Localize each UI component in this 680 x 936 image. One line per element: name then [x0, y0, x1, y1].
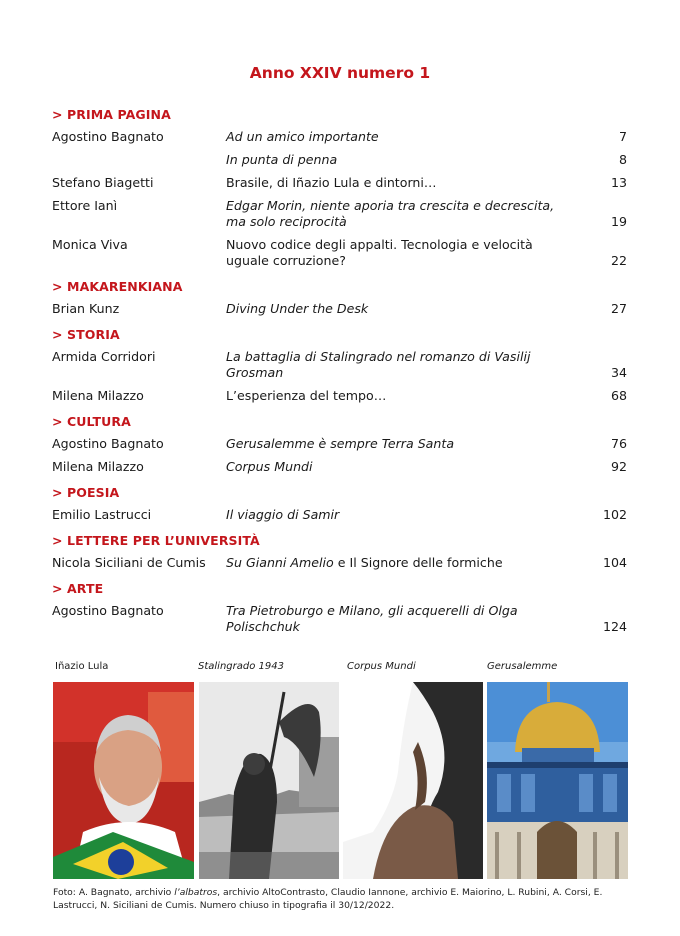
- entry-author: Milena Milazzo: [52, 459, 144, 474]
- entry-title: [226, 603, 583, 635]
- entry-title: [226, 436, 583, 452]
- toc-entry: [52, 129, 627, 145]
- toc-entry: [52, 301, 627, 317]
- entry-title: [226, 198, 583, 230]
- entry-author: Nicola Siciliani de Cumis: [52, 555, 206, 570]
- entry-page-number: 104: [602, 555, 627, 570]
- entry-title: [226, 349, 583, 381]
- entry-title-part: Edgar Morin, niente aporia tra crescita e decrescita, ma solo reciprocità: [226, 198, 555, 229]
- caption-lula: Iñazio Lula: [55, 661, 109, 672]
- entry-title-part: Il viaggio di Samir: [226, 507, 340, 522]
- entry-title: [226, 301, 583, 317]
- table-of-contents: [52, 104, 627, 635]
- issue-title: Anno XXIV numero 1: [249, 64, 431, 82]
- photo-credits: [53, 887, 633, 912]
- entry-page-number: 92: [610, 459, 627, 474]
- entry-author: Monica Viva: [52, 237, 128, 252]
- toc-entry: [52, 603, 627, 635]
- entry-title-part: Corpus Mundi: [226, 459, 313, 474]
- entry-author: Agostino Bagnato: [52, 603, 164, 618]
- entry-title: [226, 152, 583, 168]
- entry-title-part: L’esperienza del tempo…: [226, 388, 387, 403]
- entry-page-number: 34: [610, 365, 627, 380]
- toc-entry: [52, 349, 627, 381]
- entry-author: Emilio Lastrucci: [52, 507, 152, 522]
- nude-photo: [343, 682, 483, 879]
- section-heading: > POESIA: [52, 485, 120, 500]
- entry-title-part: Ad un amico importante: [226, 129, 379, 144]
- section-heading: > MAKARENKIANA: [52, 279, 183, 294]
- caption-corpus-mundi: Corpus Mundi: [347, 661, 416, 672]
- entry-page-number: 19: [610, 214, 627, 229]
- war-photo: [199, 682, 339, 879]
- entry-page-number: 22: [610, 253, 627, 268]
- entry-title-part: Tra Pietroburgo e Milano, gli acquerelli di Olga Polischchuk: [226, 603, 518, 634]
- entry-title: [226, 237, 583, 269]
- entry-author: Milena Milazzo: [52, 388, 144, 403]
- toc-entry: [52, 436, 627, 452]
- entry-title: [226, 459, 583, 475]
- entry-author: Armida Corridori: [52, 349, 156, 364]
- entry-page-number: 27: [610, 301, 627, 316]
- entry-title: [226, 388, 583, 404]
- entry-page-number: 7: [618, 129, 627, 144]
- entry-title-part: Diving Under the Desk: [226, 301, 369, 316]
- entry-page-number: 13: [610, 175, 627, 190]
- entry-title-part: Nuovo codice degli appalti. Tecnologia e velocità uguale corruzione?: [226, 237, 533, 268]
- entry-title-part: Su Gianni Amelio: [226, 555, 334, 570]
- caption-gerusalemme: Gerusalemme: [487, 661, 558, 672]
- entry-page-number: 124: [602, 619, 627, 634]
- entry-title-part: Gerusalemme è sempre Terra Santa: [226, 436, 455, 451]
- entry-author: Ettore Ianì: [52, 198, 118, 213]
- portrait-photo: [53, 682, 194, 879]
- entry-title-part: In punta di penna: [226, 152, 338, 167]
- entry-title-part: La battaglia di Stalingrado nel romanzo di Vasilij Grosman: [226, 349, 531, 380]
- section-heading: > PRIMA PAGINA: [52, 107, 171, 122]
- toc-entry: [52, 198, 627, 230]
- photo-captions: [53, 661, 628, 675]
- toc-entry: [52, 555, 627, 571]
- toc-entry: [52, 175, 627, 191]
- entry-page-number: 102: [602, 507, 627, 522]
- section-heading: > ARTE: [52, 581, 104, 596]
- credits-text: Foto: A. Bagnato, archivio: [53, 887, 175, 898]
- entry-title-part: Brasile, di Iñazio Lula e dintorni…: [226, 175, 437, 190]
- section-heading: > LETTERE PER L’UNIVERSITÀ: [52, 533, 260, 548]
- entry-author: Stefano Biagetti: [52, 175, 154, 190]
- toc-entry: [52, 459, 627, 475]
- entry-page-number: 8: [618, 152, 627, 167]
- section-heading: > STORIA: [52, 327, 120, 342]
- mosque-photo: [487, 682, 628, 879]
- toc-entry: [52, 388, 627, 404]
- entry-title: [226, 175, 583, 191]
- credits-text: l’albatros: [174, 887, 218, 898]
- entry-author: Brian Kunz: [52, 301, 120, 316]
- entry-title: [226, 129, 583, 145]
- toc-entry: [52, 507, 627, 523]
- entry-title-part: e Il Signore delle formiche: [333, 555, 503, 570]
- section-heading: > CULTURA: [52, 414, 131, 429]
- photo-strip: [53, 682, 628, 879]
- caption-stalingrado: Stalingrado 1943: [198, 661, 284, 672]
- entry-page-number: 68: [610, 388, 627, 403]
- entry-title: [226, 555, 583, 571]
- toc-entry: [52, 152, 627, 168]
- entry-author: Agostino Bagnato: [52, 436, 164, 451]
- toc-entry: [52, 237, 627, 269]
- entry-title: [226, 507, 583, 523]
- entry-page-number: 76: [610, 436, 627, 451]
- entry-author: Agostino Bagnato: [52, 129, 164, 144]
- credits-text: , archivio AltoContrasto, Claudio Iannone, archivio E. Maiorino, L. Rubini, A. Corsi, E. Lastrucci, N. Siciliani de Cumis. Numero chiuso in tipografia il 30/12/2022.: [53, 887, 603, 911]
